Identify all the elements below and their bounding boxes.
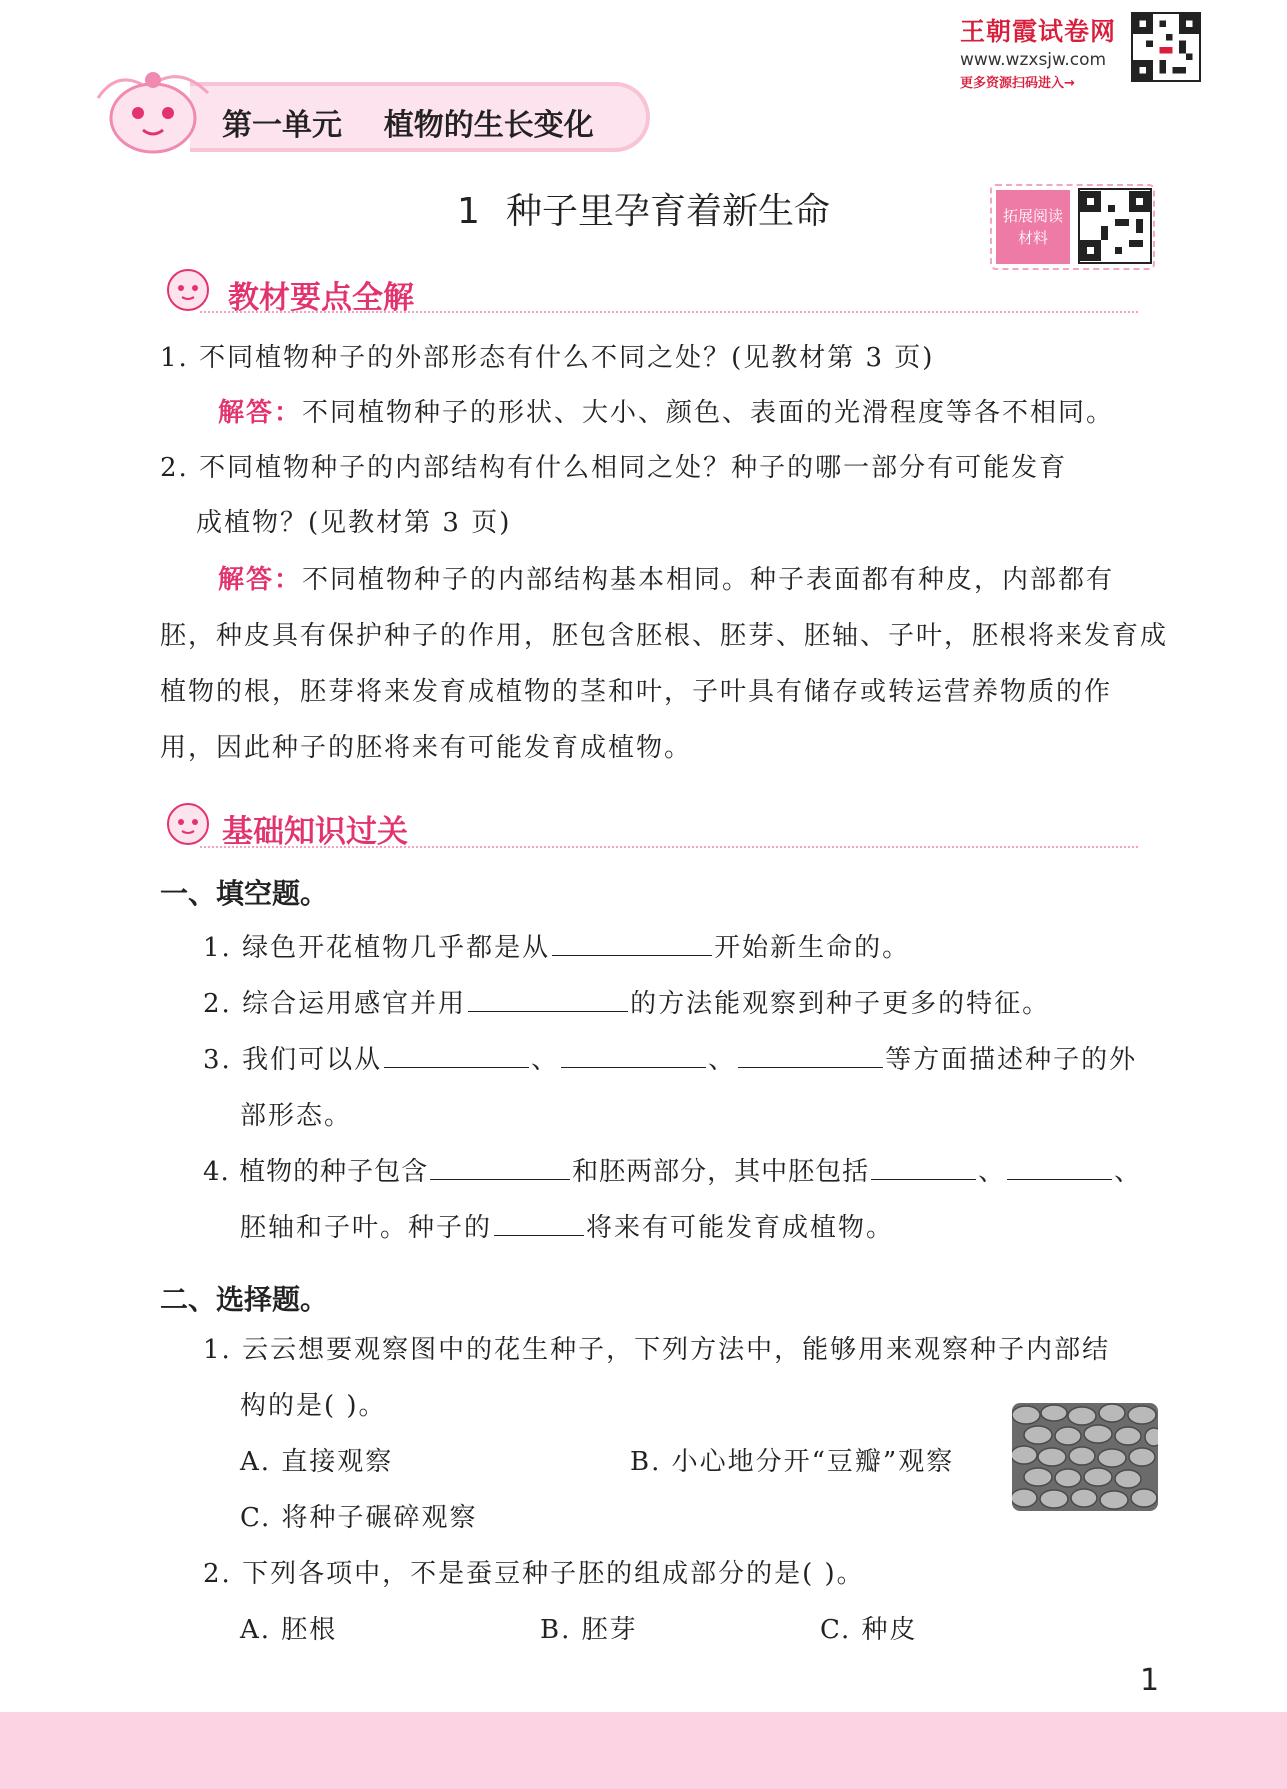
choice-2-option-a[interactable]: A. 胚根: [240, 1615, 338, 1645]
choice-heading: 二、选择题。: [160, 1283, 329, 1316]
answer-blank[interactable]: [738, 1066, 883, 1068]
fill-text: 开始新生命的。: [714, 933, 911, 963]
fill-text: 胚轴和子叶。种子的: [240, 1213, 493, 1243]
footer-band: [0, 1712, 1287, 1789]
section-title-basic-knowledge: 基础知识过关: [222, 814, 408, 850]
answer-blank[interactable]: [1007, 1178, 1112, 1180]
choice-1-option-c[interactable]: C. 将种子碾碎观察: [240, 1503, 478, 1533]
fill-text: 等方面描述种子的外: [885, 1045, 1138, 1075]
lesson-number: 1: [457, 191, 480, 232]
brand-url[interactable]: www.wzxsjw.com: [960, 50, 1107, 70]
fill-text: 4. 植物的种子包含: [203, 1157, 429, 1187]
fill-item-3: [203, 1032, 1163, 1088]
fill-text: 和胚两部分，其中胚包括: [572, 1157, 870, 1187]
page-number: 1: [1140, 1663, 1160, 1698]
brand-name: 王朝霞试卷网: [960, 17, 1117, 46]
answer-blank[interactable]: [871, 1178, 976, 1180]
choice-1-line-2: 构的是( )。: [240, 1391, 387, 1421]
answer-blank[interactable]: [384, 1066, 529, 1068]
question-2-line-1: 2. 不同植物种子的内部结构有什么相同之处？种子的哪一部分有可能发育: [160, 453, 1068, 483]
lesson-title-text: 种子里孕育着新生命: [505, 191, 830, 232]
answer-blank[interactable]: [561, 1066, 706, 1068]
fill-text: 、: [531, 1045, 560, 1075]
answer-blank[interactable]: [552, 954, 712, 956]
answer-2-line-1: [218, 552, 1160, 608]
answer-label: 解答：: [218, 565, 303, 595]
section-divider: [200, 311, 1138, 313]
fill-item-4: [203, 1144, 1173, 1200]
answer-blank[interactable]: [494, 1234, 584, 1236]
question-1: 1. 不同植物种子的外部形态有什么不同之处？(见教材第 3 页): [160, 343, 935, 373]
fill-item-1: [203, 920, 1163, 976]
choice-2-option-c[interactable]: C. 种皮: [820, 1615, 918, 1645]
unit-title: 第一单元 植物的生长变化: [222, 108, 594, 143]
fill-text: 3. 我们可以从: [203, 1045, 383, 1075]
fill-text: 2. 综合运用感官并用: [203, 989, 467, 1019]
section-mascot-icon: [158, 266, 218, 314]
fill-item-3-cont: 部形态。: [240, 1101, 353, 1131]
answer-1-text: 不同植物种子的形状、大小、颜色、表面的光滑程度等各不相同。: [302, 398, 1115, 428]
brand-qr-code-icon[interactable]: [1131, 12, 1201, 82]
brand-header: [960, 12, 1130, 91]
fill-text: 1. 绿色开花植物几乎都是从: [203, 933, 551, 963]
answer-2-line-2: 胚，种皮具有保护种子的作用，胚包含胚根、胚芽、胚轴、子叶，胚根将来发育成: [160, 621, 1169, 651]
section-mascot-icon: [158, 800, 218, 848]
choice-2-line-1: 2. 下列各项中，不是蚕豆种子胚的组成部分的是( )。: [203, 1559, 865, 1589]
fill-in-heading: 一、填空题。: [160, 877, 329, 910]
fill-text: 的方法能观察到种子更多的特征。: [630, 989, 1051, 1019]
choice-2-option-b[interactable]: B. 胚芽: [540, 1615, 638, 1645]
question-2-line-2: 成植物？(见教材第 3 页): [196, 508, 512, 538]
choice-1-option-a[interactable]: A. 直接观察: [240, 1447, 394, 1477]
fill-text: 、: [1114, 1157, 1142, 1187]
fill-item-4-cont: [240, 1200, 1140, 1256]
fill-text: 、: [708, 1045, 737, 1075]
answer-label: 解答：: [218, 398, 303, 428]
answer-1: [218, 385, 1160, 441]
answer-2-line-3: 植物的根，胚芽将来发育成植物的茎和叶，子叶具有储存或转运营养物质的作: [160, 677, 1113, 707]
choice-1-line-1: 1. 云云想要观察图中的花生种子，下列方法中，能够用来观察种子内部结: [203, 1335, 1111, 1365]
answer-2-text: 不同植物种子的内部结构基本相同。种子表面都有种皮，内部都有: [302, 565, 1115, 595]
expand-qr-code-icon[interactable]: [1078, 188, 1152, 264]
expand-reading-tag[interactable]: 拓展阅读材料: [996, 190, 1070, 264]
brand-more-hint: 更多资源扫码进入→: [960, 76, 1075, 91]
fill-text: 将来有可能发育成植物。: [586, 1213, 895, 1243]
answer-2-line-4: 用，因此种子的胚将来有可能发育成植物。: [160, 733, 693, 763]
fill-text: 、: [978, 1157, 1006, 1187]
section-title-key-points: 教材要点全解: [228, 280, 414, 316]
mascot-icon: [88, 58, 218, 158]
choice-1-option-b[interactable]: B. 小心地分开“豆瓣”观察: [630, 1447, 955, 1477]
peanut-seeds-image: [1012, 1403, 1158, 1511]
fill-item-2: [203, 976, 1163, 1032]
section-divider: [200, 846, 1138, 848]
answer-blank[interactable]: [430, 1178, 570, 1180]
answer-blank[interactable]: [468, 1010, 628, 1012]
